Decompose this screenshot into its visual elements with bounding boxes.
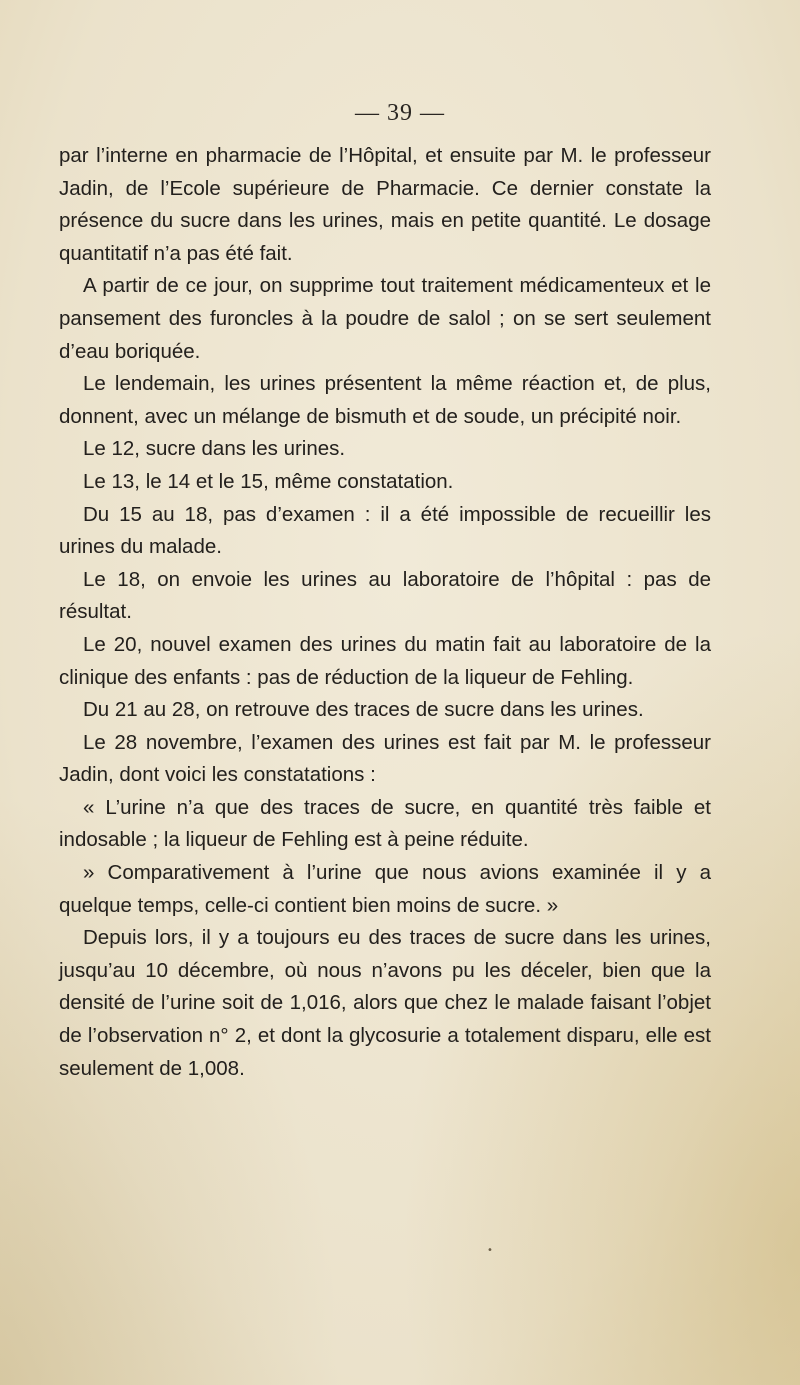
paragraph: « L’urine n’a que des traces de sucre, en quantité très faible et indosable ; la liqueur de Fehling est à peine réduite. [59, 795, 711, 852]
paragraph: Le 18, on envoie les urines au laboratoire de l’hôpital : pas de résultat. [59, 567, 711, 624]
paragraph: Le 28 novembre, l’examen des urines est fait par M. le professeur Jadin, dont voici les constatations : [59, 730, 711, 787]
paragraph: par l’interne en pharmacie de l’Hôpital, et ensuite par M. le professeur Jadin, de l’Ecole supérieure de Pharmacie. Ce dernier constate la présence du sucre dans les urines, mais en petite quantité. Le dosage quantitatif n’a pas été fait. [59, 144, 711, 265]
paragraph: Le 12, sucre dans les urines. [83, 437, 346, 461]
paragraph: Le lendemain, les urines présentent la même réaction et, de plus, donnent, avec un mélange de bismuth et de soude, un précipité noir. [59, 372, 711, 428]
paragraph: Depuis lors, il y a toujours eu des traces de sucre dans les urines, jusqu’au 10 décembre, où nous n’avons pu les déceler, bien que la densité de l’urine soit de 1,016, alors que chez le malade faisant l’objet de l’observation n° 2, et dont la glycosurie a totalement disparu, elle est seulement de 1,008. [59, 926, 711, 1080]
page-number: — 39 — [355, 100, 445, 126]
paragraph: » Comparativement à l’urine que nous avions examinée il y a quelque temps, celle-ci contient bien moins de sucre. » [59, 861, 711, 917]
paragraph: A partir de ce jour, on supprime tout traitement médicamenteux et le pansement des furoncles à la poudre de salol ; on se sert seulement d’eau boriquée. [59, 274, 711, 363]
body-text [59, 140, 711, 1085]
printer-mark: • [487, 1245, 493, 1256]
paragraph: Le 20, nouvel examen des urines du matin fait au laboratoire de la clinique des enfants : pas de réduction de la liqueur de Fehling. [59, 632, 711, 689]
paragraph: Du 21 au 28, on retrouve des traces de sucre dans les urines. [83, 698, 644, 722]
paragraph: Le 13, le 14 et le 15, même constatation. [83, 469, 454, 493]
paragraph: Du 15 au 18, pas d’examen : il a été impossible de recueillir les urines du malade. [59, 502, 711, 559]
